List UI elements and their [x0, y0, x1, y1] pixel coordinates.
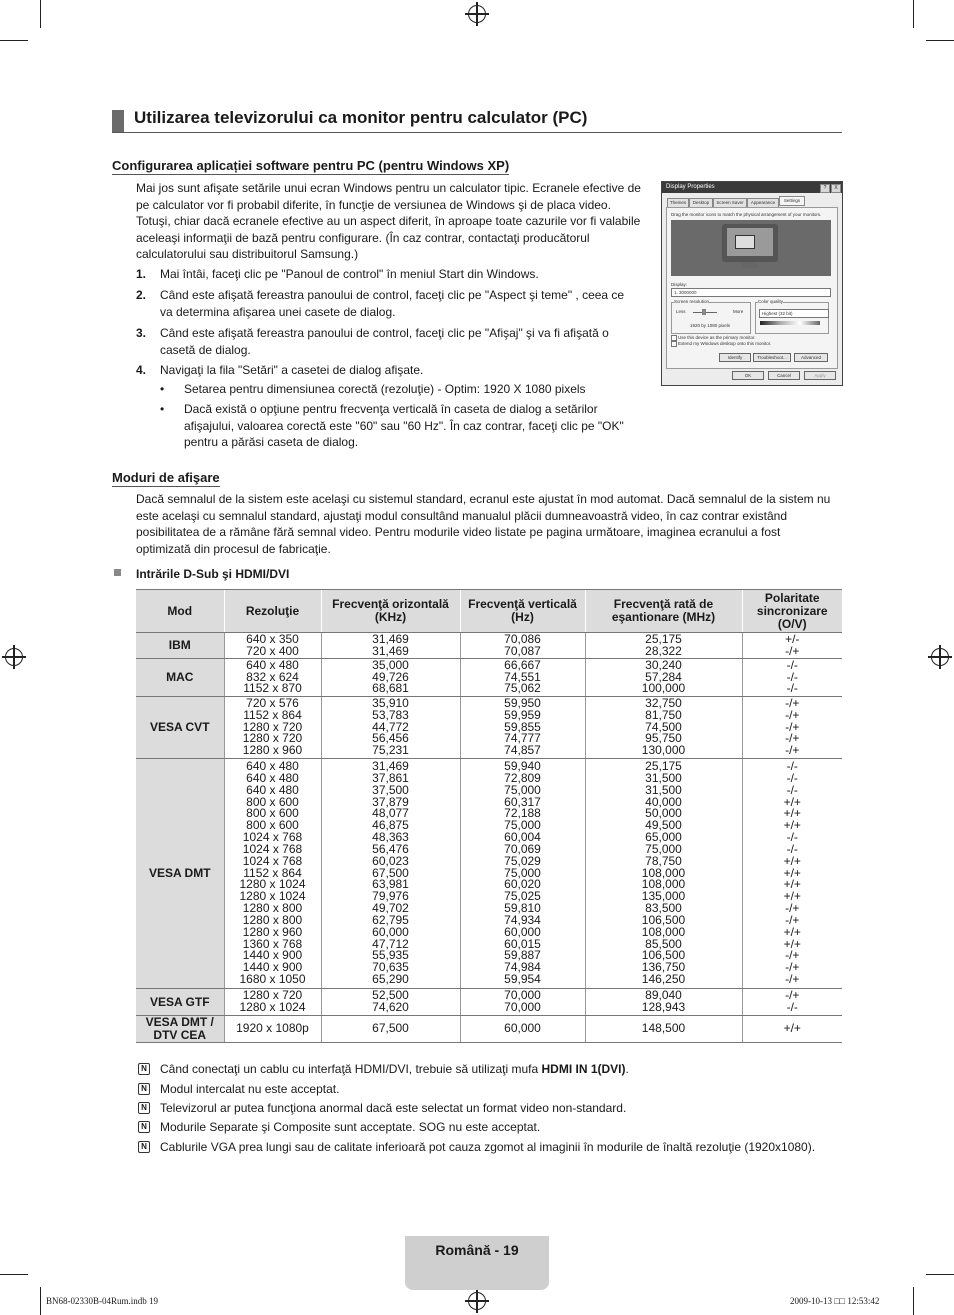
- sync-polarity-value: +/+: [783, 1021, 801, 1036]
- note-icon: N: [138, 1063, 150, 1075]
- horizontal-freq-value: 37,861: [372, 770, 409, 785]
- col-sync-polarity: Polaritate sincronizare (O/V): [742, 590, 842, 633]
- sync-polarity-value: +/+: [783, 818, 801, 833]
- monitor-stand: [742, 262, 758, 268]
- note-text: [160, 1140, 815, 1154]
- resolution-value: 640 x 350: [246, 631, 299, 646]
- horizontal-freq-value: 79,976: [372, 889, 409, 904]
- pixel-clock-value: 74,500: [645, 719, 682, 734]
- horizontal-freq-value: 35,000: [372, 657, 409, 672]
- resolution-slider-knob: [702, 309, 706, 315]
- sync-polarity-value: -/+: [785, 901, 800, 916]
- horizontal-freq-cell: [321, 633, 460, 659]
- col-resolution: Rezoluţie: [224, 590, 321, 633]
- horizontal-freq-cell: [321, 759, 460, 989]
- dialog-checkbox: [671, 341, 677, 347]
- resolution-value: 1280 x 720: [242, 988, 303, 1003]
- pixel-clock-value: 108,000: [641, 877, 686, 892]
- vertical-freq-value: 70,086: [504, 631, 541, 646]
- horizontal-freq-value: 68,681: [372, 681, 409, 696]
- mode-cell: IBM: [136, 633, 224, 659]
- vertical-freq-value: 74,934: [504, 912, 541, 927]
- dialog-titlebar: Display Properties: [662, 182, 842, 193]
- horizontal-freq-value: 48,077: [372, 806, 409, 821]
- note-text: [160, 1062, 629, 1076]
- table-row: [136, 1016, 842, 1043]
- pixel-clock-value: 65,000: [645, 830, 682, 845]
- dialog-apply-button: Apply: [804, 371, 836, 380]
- pixel-clock-value: 31,500: [645, 782, 682, 797]
- resolution-value: 1280 x 960: [242, 743, 303, 758]
- pixel-clock-value: 75,000: [645, 841, 682, 856]
- horizontal-freq-cell: [321, 989, 460, 1016]
- resolution-value: 1280 x 800: [242, 901, 303, 916]
- registration-mark-icon: [5, 648, 23, 666]
- window-icon: [735, 235, 755, 249]
- sync-polarity-value: +/+: [783, 889, 801, 904]
- crop-mark: [0, 1274, 28, 1275]
- monitor-icon: [722, 224, 778, 262]
- resolution-value: 640 x 480: [246, 782, 299, 797]
- pixel-clock-value: 78,750: [645, 853, 682, 868]
- square-bullet-icon: [114, 569, 121, 576]
- registration-mark-icon: [468, 5, 486, 23]
- sync-polarity-cell: [742, 1016, 842, 1043]
- bullet-text: Dacă există o opţiune pentru frecvenţa verticală în caseta de dialog a setărilor afişajului, valoarea corectă este "60" sau "60 Hz". În caz contrar, faceţi clic pe "OK" pentru a părăsi caseta de dialog.: [184, 402, 624, 449]
- vertical-freq-value: 70,000: [504, 1000, 541, 1014]
- col-vertical-freq: Frecvenţă verticală (Hz): [460, 590, 585, 633]
- pixel-clock-cell: [585, 697, 742, 759]
- vertical-freq-value: 60,015: [504, 936, 541, 951]
- pixel-clock-value: 128,943: [641, 1000, 686, 1014]
- resolution-value: 1280 x 1024: [239, 889, 306, 904]
- pixel-clock-value: 148,500: [641, 1021, 686, 1036]
- resolution-value: 1152 x 870: [243, 681, 302, 696]
- step-text: Mai întâi, faceţi clic pe "Panoul de control" în meniul Start din Windows.: [160, 267, 539, 281]
- dialog-checkbox-extend: Extend my Windows desktop onto this monitor.: [678, 341, 772, 346]
- resolution-value: 800 x 600: [246, 794, 299, 809]
- sync-polarity-value: -/-: [786, 758, 798, 773]
- pixel-clock-value: 95,750: [645, 731, 682, 746]
- dialog-color-select: Highest (32 bit): [759, 309, 829, 318]
- note-text-bold: HDMI IN 1(DVI): [541, 1062, 626, 1076]
- inputs-label: Intrările D-Sub şi HDMI/DVI: [136, 567, 290, 581]
- resolution-cell: [224, 633, 321, 659]
- config-heading: Configurarea aplicației software pentru PC (pentru Windows XP): [112, 158, 510, 173]
- monitor-screen: [727, 228, 773, 256]
- modes-heading: Moduri de afişare: [112, 470, 220, 485]
- dialog-cancel-button: Cancel: [768, 371, 800, 380]
- pixel-clock-value: 146,250: [641, 972, 686, 987]
- resolution-value: 800 x 600: [246, 806, 299, 821]
- resolution-cell: [224, 659, 321, 697]
- sync-polarity-value: -/-: [786, 657, 798, 672]
- horizontal-freq-value: 53,783: [372, 707, 409, 722]
- imprint-right: 2009-10-13 □□ 12:53:42: [790, 1296, 880, 1306]
- pixel-clock-value: 85,500: [645, 936, 682, 951]
- crop-mark: [40, 0, 41, 28]
- sync-polarity-value: -/+: [785, 707, 800, 722]
- dialog-res-value: 1920 by 1080 pixels: [690, 323, 731, 328]
- resolution-value: 1920 x 1080p: [236, 1021, 309, 1036]
- crop-mark: [913, 0, 914, 28]
- vertical-freq-cell: [460, 697, 585, 759]
- mode-cell: VESA DMT / DTV CEA: [136, 1016, 224, 1043]
- sync-polarity-value: +/+: [783, 806, 801, 821]
- horizontal-freq-value: 48,363: [372, 830, 409, 845]
- resolution-value: 1680 x 1050: [239, 972, 306, 987]
- pixel-clock-value: 108,000: [641, 924, 686, 939]
- horizontal-freq-value: 37,500: [372, 782, 409, 797]
- sync-polarity-value: -/+: [785, 912, 800, 927]
- resolution-value: 720 x 576: [246, 695, 299, 710]
- horizontal-freq-value: 65,290: [372, 972, 409, 987]
- crop-mark: [926, 1274, 954, 1275]
- resolution-value: 1280 x 1024: [239, 877, 306, 892]
- sync-polarity-value: -/+: [785, 948, 800, 963]
- vertical-freq-cell: [460, 659, 585, 697]
- vertical-freq-value: 59,950: [504, 695, 541, 710]
- sync-polarity-value: +/+: [783, 853, 801, 868]
- vertical-freq-value: 60,020: [504, 877, 541, 892]
- sync-polarity-value: +/-: [785, 631, 800, 646]
- dialog-checkbox-primary: Use this device as the primary monitor.: [678, 335, 756, 340]
- pixel-clock-value: 106,500: [641, 948, 686, 963]
- crop-mark: [926, 40, 954, 41]
- vertical-freq-value: 74,857: [504, 743, 541, 758]
- vertical-freq-value: 74,777: [504, 731, 541, 746]
- note-icon: N: [138, 1141, 150, 1153]
- pixel-clock-value: 28,322: [645, 643, 682, 658]
- horizontal-freq-value: 60,023: [372, 853, 409, 868]
- pixel-clock-value: 83,500: [645, 901, 682, 916]
- resolution-value: 640 x 480: [246, 758, 299, 773]
- step-number: 3.: [136, 326, 147, 340]
- horizontal-freq-value: 55,935: [372, 948, 409, 963]
- dialog-resolution-group: [671, 302, 751, 334]
- dialog-close-button: X: [831, 184, 841, 193]
- resolution-cell: [224, 759, 321, 989]
- pixel-clock-cell: [585, 759, 742, 989]
- horizontal-freq-value: 70,635: [372, 960, 409, 975]
- resolution-value: 1360 x 768: [242, 936, 303, 951]
- resolution-value: 1152 x 864: [243, 707, 302, 722]
- vertical-freq-value: 60,000: [504, 924, 541, 939]
- step-number: 2.: [136, 288, 147, 302]
- step-text: Navigaţi la fila "Setări" a casetei de dialog afişate.: [160, 363, 424, 377]
- resolution-value: 1280 x 720: [242, 731, 303, 746]
- table-row: [136, 989, 842, 1016]
- resolution-cell: [224, 989, 321, 1016]
- sync-polarity-value: -/+: [785, 972, 800, 987]
- vertical-freq-value: 59,810: [504, 901, 541, 916]
- pixel-clock-value: 57,284: [645, 669, 682, 684]
- sync-polarity-value: -/+: [785, 695, 800, 710]
- dialog-identify-button: Identify: [719, 353, 751, 362]
- table-row: [136, 759, 842, 989]
- horizontal-freq-value: 44,772: [372, 719, 409, 734]
- dialog-advanced-button: Advanced: [794, 353, 828, 362]
- note-icon: N: [138, 1121, 150, 1133]
- note-text: [160, 1101, 626, 1115]
- vertical-freq-value: 74,551: [504, 669, 541, 684]
- resolution-value: 1024 x 768: [242, 853, 303, 868]
- horizontal-freq-value: 56,476: [372, 841, 409, 856]
- crop-mark: [40, 1287, 41, 1315]
- pixel-clock-value: 32,750: [645, 695, 682, 710]
- sync-polarity-value: -/+: [785, 960, 800, 975]
- resolution-value: 832 x 624: [246, 669, 299, 684]
- registration-mark-icon: [931, 648, 949, 666]
- horizontal-freq-value: 60,000: [372, 924, 409, 939]
- pixel-clock-value: 89,040: [645, 988, 682, 1003]
- vertical-freq-value: 75,000: [504, 782, 541, 797]
- resolution-value: 640 x 480: [246, 770, 299, 785]
- col-pixel-clock: Frecvenţă rată de eşantionare (MHz): [585, 590, 742, 633]
- horizontal-freq-value: 31,469: [372, 758, 409, 773]
- resolution-value: 640 x 480: [246, 657, 299, 672]
- horizontal-freq-cell: [321, 697, 460, 759]
- horizontal-freq-value: 47,712: [372, 936, 409, 951]
- note-text: [160, 1120, 540, 1134]
- dialog-troubleshoot-button: Troubleshoot...: [753, 353, 791, 362]
- table-header-row: [136, 590, 842, 633]
- horizontal-freq-value: 56,456: [372, 731, 409, 746]
- horizontal-freq-value: 31,469: [372, 631, 409, 646]
- dialog-drag-text: Drag the monitor icons to match the physical arrangement of your monitors.: [671, 212, 822, 217]
- pixel-clock-value: 135,000: [641, 889, 686, 904]
- sync-polarity-value: -/-: [786, 669, 798, 684]
- note-text-main: Când conectaţi un cablu cu interfaţă HDMI/DVI, trebuie să utilizaţi mufa: [160, 1062, 542, 1076]
- page-number: Română - 19: [435, 1242, 519, 1258]
- mode-cell: VESA DMT: [136, 759, 224, 989]
- sync-polarity-cell: [742, 633, 842, 659]
- pixel-clock-value: 31,500: [645, 770, 682, 785]
- horizontal-freq-value: 52,500: [372, 988, 409, 1003]
- resolution-value: 1280 x 960: [242, 924, 303, 939]
- sync-polarity-value: -/+: [785, 743, 800, 758]
- dialog-tab-appearance: Appearance: [747, 198, 779, 208]
- vertical-freq-value: 74,984: [504, 960, 541, 975]
- sync-polarity-value: -/+: [785, 988, 800, 1003]
- horizontal-freq-value: 31,469: [372, 643, 409, 658]
- dialog-display-label: Display:: [671, 282, 688, 287]
- vertical-freq-value: 72,809: [504, 770, 541, 785]
- sync-polarity-value: +/+: [783, 794, 801, 809]
- sync-polarity-cell: [742, 989, 842, 1016]
- pixel-clock-value: 130,000: [641, 743, 686, 758]
- vertical-freq-value: 59,855: [504, 719, 541, 734]
- resolution-value: 1280 x 800: [242, 912, 303, 927]
- horizontal-freq-cell: [321, 659, 460, 697]
- vertical-freq-value: 70,087: [504, 643, 541, 658]
- sync-polarity-cell: [742, 659, 842, 697]
- step-number: 1.: [136, 267, 147, 281]
- resolution-cell: [224, 1016, 321, 1043]
- resolution-value: 1280 x 720: [242, 719, 303, 734]
- dialog-tab-desktop: Desktop: [689, 198, 713, 208]
- bullet-dot: •: [160, 402, 165, 416]
- pixel-clock-value: 106,500: [641, 912, 686, 927]
- horizontal-freq-value: 67,500: [372, 865, 409, 880]
- sync-polarity-cell: [742, 697, 842, 759]
- page-title-text: Utilizarea televizorului ca monitor pentru calculator (PC): [134, 108, 588, 127]
- horizontal-freq-value: 63,981: [372, 877, 409, 892]
- vertical-freq-value: 59,954: [504, 972, 541, 987]
- pixel-clock-value: 25,175: [645, 758, 682, 773]
- pixel-clock-value: 50,000: [645, 806, 682, 821]
- vertical-freq-value: 72,188: [504, 806, 541, 821]
- vertical-freq-cell: [460, 989, 585, 1016]
- pixel-clock-cell: [585, 633, 742, 659]
- note-text-end: .: [625, 1062, 629, 1076]
- vertical-freq-cell: [460, 759, 585, 989]
- vertical-freq-value: 75,029: [504, 853, 541, 868]
- resolution-value: 800 x 600: [246, 818, 299, 833]
- pixel-clock-value: 81,750: [645, 707, 682, 722]
- dialog-tab-themes: Themes: [667, 198, 689, 208]
- resolution-cell: [224, 697, 321, 759]
- vertical-freq-cell: [460, 1016, 585, 1043]
- config-intro: Mai jos sunt afişate setările unui ecran Windows pentru un calculator tipic. Ecranele efective de pe calculator vor fi probabil diferite, în funcţie de versiunea de Windows şi de placa video. Totuşi, chiar dacă ecranele efective au un aspect diferit, în aproape toate cazurile vor fi valabile aceleaşi informaţii de bază pentru configurare. (În caz contrar, contactaţi producătorul calculatorului sau distribuitorul Samsung.): [136, 181, 641, 261]
- vertical-freq-value: 60,317: [504, 794, 541, 809]
- pixel-clock-cell: [585, 1016, 742, 1043]
- dialog-resolution-label: Screen resolution: [674, 299, 710, 304]
- table-row: [136, 633, 842, 659]
- pixel-clock-value: 30,240: [645, 657, 682, 672]
- sync-polarity-value: -/-: [786, 1000, 798, 1014]
- vertical-freq-cell: [460, 633, 585, 659]
- display-modes-table: [136, 589, 842, 1043]
- dialog-res-less: Less: [676, 309, 686, 314]
- sync-polarity-value: -/+: [785, 731, 800, 746]
- horizontal-freq-value: 75,231: [372, 743, 409, 758]
- dialog-res-more: More: [733, 309, 744, 314]
- resolution-value: 1024 x 768: [242, 830, 303, 845]
- horizontal-freq-value: 49,726: [372, 669, 409, 684]
- table-row: [136, 697, 842, 759]
- pixel-clock-value: 100,000: [641, 681, 686, 696]
- vertical-freq-value: 60,000: [504, 1021, 541, 1036]
- mode-cell: MAC: [136, 659, 224, 697]
- vertical-freq-value: 75,062: [504, 681, 541, 696]
- crop-mark: [0, 40, 28, 41]
- sync-polarity-value: -/-: [786, 841, 798, 856]
- horizontal-freq-value: 74,620: [372, 1000, 409, 1014]
- sync-polarity-cell: [742, 759, 842, 989]
- pixel-clock-value: 49,500: [645, 818, 682, 833]
- dialog-ok-button: OK: [732, 371, 764, 380]
- col-mode: Mod: [136, 590, 224, 633]
- note-icon: N: [138, 1102, 150, 1114]
- horizontal-freq-value: 37,879: [372, 794, 409, 809]
- dialog-help-button: ?: [820, 184, 830, 193]
- page-number-tab: [405, 1236, 549, 1290]
- pixel-clock-value: 136,750: [641, 960, 686, 975]
- sync-polarity-value: -/+: [785, 643, 800, 658]
- vertical-freq-value: 59,959: [504, 707, 541, 722]
- dialog-color-group: [755, 302, 829, 334]
- horizontal-freq-value: 46,875: [372, 818, 409, 833]
- pixel-clock-value: 25,175: [645, 631, 682, 646]
- dialog-tab-settings: Settings: [779, 196, 805, 206]
- crop-mark: [913, 1287, 914, 1315]
- sync-polarity-value: -/-: [786, 681, 798, 696]
- sync-polarity-value: +/+: [783, 877, 801, 892]
- registration-mark-icon: [468, 1292, 486, 1310]
- resolution-value: 1152 x 864: [243, 865, 302, 880]
- modes-intro: Dacă semnalul de la sistem este acelaşi cu sistemul standard, ecranul este ajustat în mod automat. Dacă semnalul de la sistem nu este acelaşi cu semnalul standard, ajustaţi modul consultând manualul plăcii dumneavoastră video, în caz contrar existând posibilitatea de a rămâne fără semnal video. Pentru modurile video listate pe pagina următoare, imaginea ecranului a fost optimizată din procesul de fabricaţie.: [136, 492, 831, 556]
- note-icon: N: [138, 1083, 150, 1095]
- note-text: [160, 1082, 339, 1096]
- resolution-value: 1024 x 768: [242, 841, 303, 856]
- col-horizontal-freq: Frecvenţă orizontală (KHz): [321, 590, 460, 633]
- pixel-clock-cell: [585, 659, 742, 697]
- sync-polarity-value: +/+: [783, 865, 801, 880]
- sync-polarity-value: -/-: [786, 830, 798, 845]
- sync-polarity-value: +/+: [783, 924, 801, 939]
- mode-cell: VESA GTF: [136, 989, 224, 1016]
- resolution-value: 1280 x 1024: [239, 1000, 306, 1014]
- vertical-freq-value: 75,000: [504, 818, 541, 833]
- sync-polarity-value: -/+: [785, 719, 800, 734]
- horizontal-freq-cell: [321, 1016, 460, 1043]
- resolution-value: 1440 x 900: [242, 960, 303, 975]
- mode-cell: VESA CVT: [136, 697, 224, 759]
- vertical-freq-value: 60,004: [504, 830, 541, 845]
- note-text-main: Televizorul ar putea funcţiona anormal dacă este selectat un format video non-standard.: [160, 1101, 627, 1115]
- note-text-main: Modul intercalat nu este acceptat.: [160, 1082, 340, 1096]
- vertical-freq-value: 75,025: [504, 889, 541, 904]
- step-number: 4.: [136, 363, 147, 377]
- vertical-freq-value: 59,887: [504, 948, 541, 963]
- horizontal-freq-value: 35,910: [372, 695, 409, 710]
- table-row: [136, 659, 842, 697]
- dialog-display-select: 1. 3000000: [671, 288, 831, 297]
- note-text-main: Cablurile VGA prea lungi sau de calitate inferioară pot cauza zgomot al imaginii în modurile de înaltă rezoluţie (1920x1080).: [160, 1140, 816, 1154]
- horizontal-freq-value: 62,795: [372, 912, 409, 927]
- dialog-tab-screen-saver: Screen Saver: [713, 198, 747, 208]
- resolution-value: 720 x 400: [246, 643, 299, 658]
- sync-polarity-value: -/-: [786, 782, 798, 797]
- color-quality-bar: [760, 321, 820, 325]
- sync-polarity-value: -/-: [786, 770, 798, 785]
- display-properties-screenshot: [661, 181, 843, 386]
- vertical-freq-value: 70,000: [504, 988, 541, 1003]
- title-bar-marker: [112, 110, 124, 132]
- pixel-clock-value: 40,000: [645, 794, 682, 809]
- note-text-main: Modurile Separate şi Composite sunt acceptate. SOG nu este acceptat.: [160, 1120, 541, 1134]
- horizontal-freq-value: 49,702: [372, 901, 409, 916]
- step-text: Când este afişată fereastra panoului de control, faceţi clic pe "Afişaj" şi va fi afişată o casetă de dialog.: [160, 326, 609, 357]
- bullet-text: Setarea pentru dimensiunea corectă (rezoluţie) - Optim: 1920 X 1080 pixels: [184, 382, 586, 396]
- vertical-freq-value: 59,940: [504, 758, 541, 773]
- step-text: Când este afişată fereastra panoului de control, faceţi clic pe "Aspect şi teme" , ceea ce va determina afişarea unei casete de dialog.: [160, 288, 625, 319]
- pixel-clock-value: 108,000: [641, 865, 686, 880]
- vertical-freq-value: 66,667: [504, 657, 541, 672]
- imprint-left: BN68-02330B-04Rum.indb 19: [46, 1296, 159, 1306]
- page-title: [112, 108, 842, 133]
- resolution-value: 1440 x 900: [242, 948, 303, 963]
- sync-polarity-value: +/+: [783, 936, 801, 951]
- horizontal-freq-value: 67,500: [372, 1021, 409, 1036]
- pixel-clock-cell: [585, 989, 742, 1016]
- vertical-freq-value: 75,000: [504, 865, 541, 880]
- dialog-color-label: Color quality: [758, 299, 784, 304]
- bullet-dot: •: [160, 382, 165, 396]
- vertical-freq-value: 70,069: [504, 841, 541, 856]
